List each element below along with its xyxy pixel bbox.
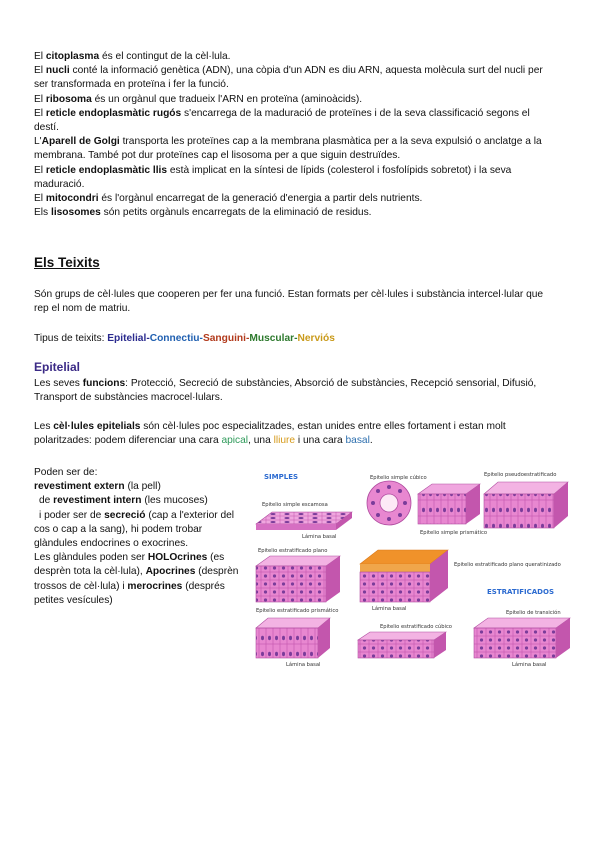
svg-text:Epitelio de transición: Epitelio de transición	[506, 610, 561, 616]
organelle-lisosomes: Els lisosomes són petits orgànuls encarregats de la eliminació de residus.	[34, 207, 372, 219]
organelle-citoplasma: El citoplasma és el contingut de la cèl·lula.	[34, 51, 231, 62]
svg-text:Lámina basal: Lámina basal	[512, 662, 547, 668]
organelle-rer: El reticle endoplasmàtic rugós s'encarrega de la maduració de proteïnes i de la seva classificació segons el destí.	[34, 107, 530, 134]
keratinized-illustration	[360, 550, 448, 612]
svg-text:Lámina basal: Lámina basal	[286, 662, 321, 668]
pseudostratified-illustration	[484, 482, 568, 528]
organelle-list	[34, 50, 554, 220]
section-title-teixits: Els Teixits	[34, 255, 100, 270]
organelle-rel: El reticle endoplasmàtic llis està implicat en la síntesi de lípids (colesterol i fosfolípids sobretot) i la seva maduració.	[34, 164, 512, 190]
label-simples: SIMPLES	[264, 473, 299, 481]
type-muscular: Muscular	[249, 333, 295, 344]
stratified-columnar-illustration	[256, 618, 330, 658]
stratified-squamous-illustration	[256, 556, 340, 602]
type-epitelial: Epitelial	[107, 333, 147, 344]
teixits-intro: Són grups de cèl·lules que cooperen per fer una funció. Estan formats per cèl·lules i substància intercel·lular que rep el nom de matriu.	[34, 289, 544, 315]
svg-text:Epitelio simple prismático: Epitelio simple prismático	[420, 530, 488, 536]
organelle-ribosoma: El ribosoma és un orgànul que tradueix l'ARN en proteïna (aminoàcids).	[34, 93, 363, 105]
svg-text:Epitelio estratificado cúbico: Epitelio estratificado cúbico	[380, 624, 452, 630]
term-basal: basal	[345, 435, 370, 447]
stratified-cuboidal-illustration	[358, 632, 446, 658]
svg-text:Lámina basal: Lámina basal	[302, 534, 337, 540]
svg-text:Epitelio pseudoestratificado: Epitelio pseudoestratificado	[484, 472, 557, 478]
simple-squamous-illustration	[256, 512, 352, 530]
organelle-nucli: El nucli conté la informació genètica (ADN), una còpia d'un ADN es diu ARN, aquesta molècula surt del nucli per ser transformada en proteïna i fer la funció.	[34, 65, 543, 91]
transitional-illustration	[474, 618, 570, 658]
svg-text:Epitelio simple cúbico: Epitelio simple cúbico	[370, 475, 427, 481]
epitelial-cells: Les cèl·lules epitelials són cèl·lules poc especialitzades, estan unides entre elles fortament i estan molt polaritzades: podem diferenciar una cara apical, una lliure i una cara basal.	[34, 421, 506, 447]
svg-text:Epitelio estratificado plano: Epitelio estratificado plano	[258, 548, 328, 554]
term-lliure: lliure	[273, 435, 296, 447]
svg-text:Epitelio estratificado prismát: Epitelio estratificado prismático	[256, 608, 339, 614]
epitelial-types-text: Poden ser de: revestiment extern (la pell) de revestiment intern (les mucoses) i poder ser de secreció (cap a l'exterior del cos o cap a la sang), hi podem trobar glàndules endocrines o exocrines. Les glàndules poden ser HOLOcrines (es desprèn tota la cèl·lula), Apocrines (desprèn trossos de cèl·lula) i merocrines (després petites vesícules)	[34, 467, 239, 606]
type-connectiu: Connectiu	[149, 333, 200, 344]
simple-cuboidal-illustration	[367, 481, 411, 525]
label-estratificados: ESTRATIFICADOS	[487, 588, 554, 596]
organelle-mitocondri: El mitocondri és l'orgànul encarregat de la generació d'energia a partir dels nutrients.	[34, 193, 423, 205]
type-nervios: Nerviós	[297, 333, 335, 344]
svg-text:Epitelio estratificado plano q: Epitelio estratificado plano queratinizado	[454, 562, 561, 568]
epithelium-types-figure	[252, 468, 574, 670]
epithelium-diagram	[252, 468, 574, 670]
svg-text:Epitelio simple escamosa: Epitelio simple escamosa	[262, 502, 328, 508]
epitelial-functions: Les seves funcions: Protecció, Secreció de substàncies, Absorció de substàncies, Recepció sensorial, Difusió, Transport de substàncies macrocel·lulars.	[34, 378, 537, 404]
simple-columnar-illustration	[418, 484, 487, 536]
organelle-golgi: L'Aparell de Golgi transporta les proteïnes cap a la membrana plasmàtica per a la seva expulsió o anclatge a la membrana. També pot dur proteïnes cap el lisosoma per a que siguin destruïdes.	[34, 136, 542, 162]
term-apical: apical	[221, 435, 249, 447]
heading-epitelial: Epitelial	[34, 360, 81, 374]
type-sanguini: Sanguini	[202, 333, 246, 344]
svg-text:Lámina basal: Lámina basal	[372, 606, 407, 612]
tissue-types-line: Tipus de teixits: Epitelial-Connectiu-Sanguini-Muscular-Nerviós	[34, 333, 335, 344]
